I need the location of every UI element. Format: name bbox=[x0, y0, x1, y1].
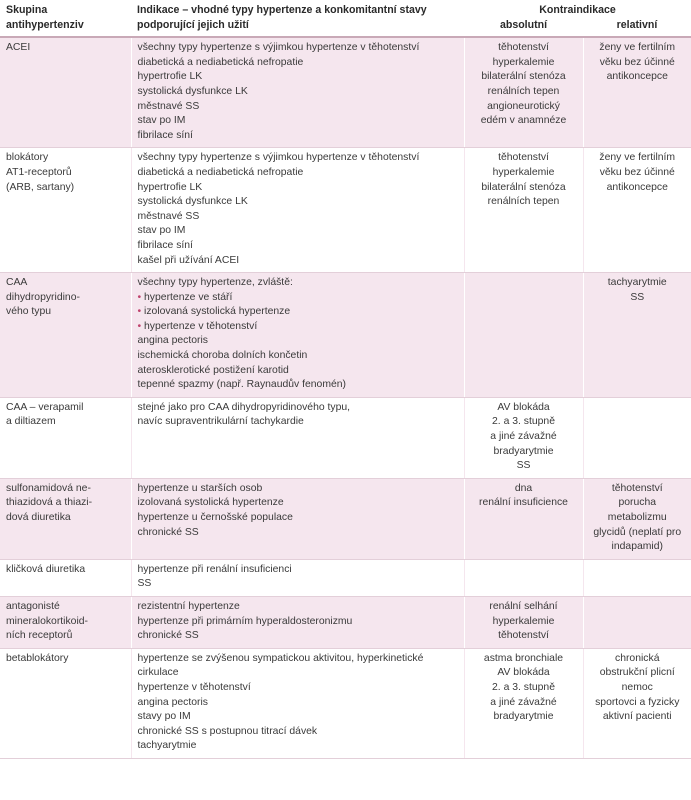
group-cell-line: ních receptorů bbox=[6, 630, 73, 642]
relative-cell-line: glycidů (neplatí pro bbox=[593, 526, 682, 538]
indication-cell-line: tachyarytmie bbox=[137, 740, 197, 752]
relative-cell bbox=[583, 397, 691, 478]
relative-cell-line: tachyarytmie bbox=[607, 277, 667, 289]
indication-cell-line: • izolovaná systolická hypertenze bbox=[138, 305, 458, 320]
indication-cell-line: stav po IM bbox=[137, 225, 186, 237]
indication-cell bbox=[131, 559, 464, 596]
indication-cell-line: hypertenze při renální insuficienci bbox=[137, 563, 292, 575]
table-row bbox=[0, 273, 691, 398]
indication-cell-line: izolovaná systolická hypertenze bbox=[137, 497, 284, 509]
absolute-cell-line: těhotenství bbox=[498, 630, 549, 642]
indication-cell bbox=[131, 478, 464, 559]
group-cell-line: CAA – verapamil bbox=[6, 401, 84, 413]
indication-cell-line: všechny typy hypertenze s výjimkou hypertenze v těhotenství bbox=[137, 42, 420, 54]
absolute-cell-line: hyperkalemie bbox=[492, 56, 555, 68]
relative-cell-line: ženy ve fertilním bbox=[599, 152, 676, 164]
group-cell-line: betablokátory bbox=[6, 652, 69, 664]
absolute-cell-line: dna bbox=[514, 482, 533, 494]
indication-cell-line: angina pectoris bbox=[137, 696, 208, 708]
indication-cell-line: cirkulace bbox=[137, 667, 179, 679]
relative-cell-line: sportovci a fyzicky bbox=[595, 696, 680, 708]
absolute-cell-line: SS bbox=[516, 460, 531, 472]
indication-cell-line: kašel při užívání ACEI bbox=[137, 254, 240, 266]
group-cell bbox=[0, 397, 131, 478]
header-group: Skupina antihypertenziv bbox=[0, 0, 131, 37]
absolute-cell-line: těhotenství bbox=[498, 42, 549, 54]
group-cell-line: dihydropyridino- bbox=[6, 291, 80, 303]
relative-cell-line: SS bbox=[630, 291, 645, 303]
absolute-cell-line: hyperkalemie bbox=[492, 615, 555, 627]
group-cell-line: AT1-receptorů bbox=[6, 166, 72, 178]
relative-cell bbox=[583, 596, 691, 648]
absolute-cell-line: AV blokáda bbox=[497, 667, 550, 679]
group-cell-line: blokátory bbox=[6, 152, 49, 164]
absolute-cell-line: těhotenství bbox=[498, 152, 549, 164]
indication-cell bbox=[131, 37, 464, 148]
group-cell bbox=[0, 648, 131, 758]
indication-cell bbox=[131, 273, 464, 398]
absolute-cell-line: a jiné závažné bbox=[490, 431, 557, 443]
indication-cell-line: chronické SS bbox=[137, 630, 199, 642]
indication-cell-line: hypertenze u černošské populace bbox=[137, 512, 293, 523]
indication-cell-line: diabetická a nediabetická nefropatie bbox=[137, 166, 304, 178]
indication-cell-line: • hypertenze ve stáří bbox=[138, 291, 458, 306]
absolute-cell-line: hyperkalemie bbox=[492, 166, 555, 178]
indication-cell bbox=[131, 148, 464, 273]
indication-cell-line: tepenné spazmy (např. Raynaudův fenomén) bbox=[137, 379, 347, 391]
relative-cell bbox=[583, 37, 691, 148]
header-relative: relativní bbox=[583, 18, 691, 38]
group-cell bbox=[0, 478, 131, 559]
table-row bbox=[0, 478, 691, 559]
indication-cell-line: angina pectoris bbox=[137, 335, 208, 347]
relative-cell bbox=[583, 478, 691, 559]
absolute-cell-line: renální selhání bbox=[489, 600, 558, 612]
indication-cell bbox=[131, 596, 464, 648]
indication-cell-line: stav po IM bbox=[137, 115, 186, 127]
indication-cell-line: stejné jako pro CAA dihydropyridinového typu, bbox=[137, 401, 351, 413]
absolute-cell bbox=[464, 596, 583, 648]
indication-cell-line: rezistentní hypertenze bbox=[137, 600, 240, 612]
group-cell-line: ACEI bbox=[6, 42, 31, 54]
relative-cell bbox=[583, 648, 691, 758]
table-row bbox=[0, 37, 691, 148]
relative-cell-line: nemoc bbox=[621, 681, 653, 693]
group-cell-line: thiazidová a thiazi- bbox=[6, 497, 93, 509]
table-row bbox=[0, 397, 691, 478]
relative-cell-line: antikoncepce bbox=[606, 181, 668, 193]
relative-cell-line: věku bez účinné bbox=[599, 166, 675, 178]
absolute-cell bbox=[464, 273, 583, 398]
table-row bbox=[0, 148, 691, 273]
relative-cell-line: antikoncepce bbox=[606, 71, 668, 83]
indication-cell-line: hypertenze v těhotenství bbox=[137, 681, 251, 693]
relative-cell-line: chronická bbox=[615, 652, 660, 664]
group-cell-line: vého typu bbox=[6, 306, 52, 318]
indication-cell-line: chronické SS bbox=[137, 526, 199, 538]
indication-cell-line: městnavé SS bbox=[137, 100, 200, 112]
absolute-cell-line: astma bronchiale bbox=[483, 652, 564, 664]
absolute-cell bbox=[464, 478, 583, 559]
indication-cell-line: systolická dysfunkce LK bbox=[137, 85, 248, 97]
indication-cell-line: hypertrofie LK bbox=[137, 181, 203, 193]
absolute-cell-line: bradyarytmie bbox=[493, 445, 554, 457]
indication-cell-line: chronické SS s postupnou titrací dávek bbox=[137, 725, 318, 737]
absolute-cell-line: renálních tepen bbox=[487, 85, 560, 97]
table-row bbox=[0, 596, 691, 648]
absolute-cell-line: 2. a 3. stupně bbox=[492, 416, 555, 428]
absolute-cell-line: a jiné závažné bbox=[490, 696, 557, 708]
indication-cell-line: navíc supraventrikulární tachykardie bbox=[137, 416, 304, 428]
indication-cell-line: aterosklerotické postižení karotid bbox=[137, 364, 289, 376]
group-cell bbox=[0, 596, 131, 648]
indication-cell-line: hypertenze u starších osob bbox=[137, 482, 263, 494]
relative-cell bbox=[583, 148, 691, 273]
indication-cell-line: • hypertenze v těhotenství bbox=[138, 320, 458, 335]
indication-cell-line: ischemická choroba dolních končetin bbox=[137, 350, 308, 362]
absolute-cell bbox=[464, 148, 583, 273]
relative-cell-line: obstrukční plicní bbox=[599, 667, 675, 679]
relative-cell-line: indapamid) bbox=[611, 541, 663, 553]
group-cell bbox=[0, 37, 131, 148]
group-cell bbox=[0, 273, 131, 398]
group-cell-line: sulfonamidová ne- bbox=[6, 482, 91, 494]
group-cell-line: dová diuretika bbox=[6, 512, 71, 523]
absolute-cell-line: bilaterální stenóza bbox=[481, 181, 566, 193]
absolute-cell-line: renální insuficience bbox=[479, 497, 568, 509]
indication-cell-line: SS bbox=[137, 578, 152, 590]
indication-cell-line: hypertenze se zvýšenou sympatickou aktivitou, hyperkinetické bbox=[137, 652, 424, 664]
relative-cell-line: těhotenství bbox=[611, 482, 663, 494]
absolute-cell-line: edém v anamnéze bbox=[480, 115, 567, 127]
group-cell-line: mineralokortikoid- bbox=[6, 615, 88, 627]
relative-cell-line: ženy ve fertilním bbox=[599, 42, 676, 54]
indication-cell-line: městnavé SS bbox=[137, 210, 200, 222]
absolute-cell-line: bilaterální stenóza bbox=[481, 71, 566, 83]
group-cell-line: CAA bbox=[6, 277, 28, 289]
indication-cell-line: systolická dysfunkce LK bbox=[137, 196, 248, 208]
absolute-cell bbox=[464, 397, 583, 478]
relative-cell-line: metabolizmu bbox=[607, 512, 667, 523]
table-row bbox=[0, 559, 691, 596]
group-cell-line: (ARB, sartany) bbox=[6, 181, 75, 193]
indication-cell-line: hypertenze při primárním hyperaldosteronizmu bbox=[137, 615, 353, 627]
group-cell-line: kličková diuretika bbox=[6, 563, 86, 575]
table-body bbox=[0, 37, 691, 758]
indication-cell bbox=[131, 397, 464, 478]
absolute-cell bbox=[464, 37, 583, 148]
indication-cell-line: všechny typy hypertenze s výjimkou hypertenze v těhotenství bbox=[137, 152, 420, 164]
group-cell bbox=[0, 148, 131, 273]
absolute-cell-line: angioneurotický bbox=[487, 100, 560, 112]
relative-cell-line: věku bez účinné bbox=[599, 56, 675, 68]
table-row bbox=[0, 648, 691, 758]
relative-cell-line: aktivní pacienti bbox=[602, 711, 672, 723]
relative-cell bbox=[583, 273, 691, 398]
relative-cell bbox=[583, 559, 691, 596]
absolute-cell bbox=[464, 559, 583, 596]
absolute-cell-line: renálních tepen bbox=[487, 196, 560, 208]
group-cell-line: a diltiazem bbox=[6, 416, 56, 428]
group-cell-line: antagonisté bbox=[6, 600, 60, 612]
group-cell bbox=[0, 559, 131, 596]
relative-cell-line: porucha bbox=[618, 497, 657, 509]
indication-cell-line: všechny typy hypertenze, zvláště: bbox=[137, 277, 293, 289]
indication-cell bbox=[131, 648, 464, 758]
header-indication: Indikace – vhodné typy hypertenze a konkomitantní stavy podporující jejich užití bbox=[131, 0, 464, 37]
indication-cell-line: diabetická a nediabetická nefropatie bbox=[137, 56, 304, 68]
absolute-cell-line: AV blokáda bbox=[497, 401, 550, 413]
indication-cell-line: hypertrofie LK bbox=[137, 71, 203, 83]
absolute-cell bbox=[464, 648, 583, 758]
indication-cell-line: fibrilace síní bbox=[137, 239, 193, 251]
header-contraindications: Kontraindikace bbox=[539, 4, 616, 16]
absolute-cell-line: 2. a 3. stupně bbox=[492, 681, 555, 693]
header-absolute: absolutní bbox=[464, 18, 583, 38]
indication-cell-line: stavy po IM bbox=[137, 711, 191, 723]
indication-cell-line: fibrilace síní bbox=[137, 129, 193, 141]
absolute-cell-line: bradyarytmie bbox=[493, 711, 554, 723]
